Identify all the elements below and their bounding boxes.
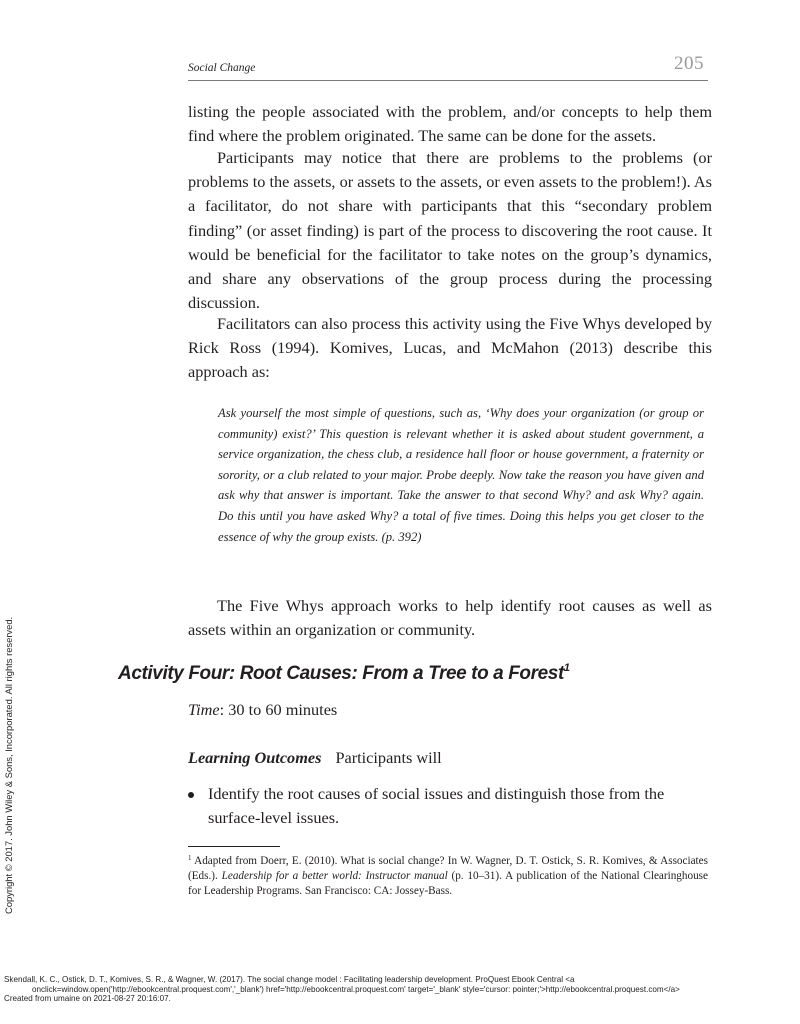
list-item-text: Identify the root causes of social issues and distinguish those from the surface-level issues.: [208, 784, 665, 828]
footnote: [188, 851, 708, 900]
block-quote: Ask yourself the most simple of questions, such as, ‘Why does your organization (or group or community) exist?’ This question is relevant whether it is asked about student government, a service organization, the chess club, a residence hall floor or house government, a fraternity or sorority, or a club related to your major. Probe deeply. Now take the reason you have given and ask why that answer is important. Take the answer to that second Why? and ask Why? again. Do this until you have asked Why? a total of five times. Doing this helps you get closer to the essence of why the group exists. (p. 392): [218, 406, 704, 544]
footnote-text-after: (p. 10–31). A publication of the National Clearinghouse for Leadership Programs. San Francisco: CA: Jossey-Bass.: [188, 870, 709, 898]
footnote-rule: [188, 846, 280, 847]
time-label: Time: [188, 700, 220, 719]
list-item: [188, 782, 712, 830]
citation-line-3: Created from umaine on 2021-08-27 20:16:07.: [4, 994, 171, 1004]
citation-line-1: Skendall, K. C., Ostick, D. T., Komives, S. R., & Wagner, W. (2017). The social change model : Facilitating leadership development. ProQuest Ebook Central <a: [4, 975, 575, 984]
page-number: 205: [674, 53, 704, 74]
activity-time: [188, 700, 337, 720]
paragraph-five-whys-summary: The Five Whys approach works to help identify root causes as well as assets within an organization or community.: [188, 596, 712, 640]
side-copyright-notice: [0, 616, 18, 914]
bullet-icon: [188, 792, 194, 798]
activity-heading-text: Activity Four: Root Causes: From a Tree to a Forest: [118, 663, 564, 684]
learning-outcomes-lead: Participants will: [335, 748, 442, 767]
activity-footnote-marker: 1: [563, 662, 570, 674]
footnote-book-title: Leadership for a better world: Instructor manual: [221, 870, 448, 883]
paragraph-five-whys-intro: Facilitators can also process this activity using the Five Whys developed by Rick Ross (1994). Komives, Lucas, and McMahon (2013) describe this approach as:: [188, 314, 712, 382]
paragraph-secondary-problems: Participants may notice that there are problems to the problems (or problems to the assets, or assets to the assets, or even assets to the problem!). As a facilitator, do not share with participants that this “secondary problem finding” (or asset finding) is part of the process to discovering the root cause. It would be beneficial for the facilitator to take notes on the group’s dynamics, and share any observations of the group process during the processing discussion.: [188, 148, 712, 313]
learning-outcomes-list: [188, 782, 712, 830]
proquest-citation: [4, 975, 794, 1004]
side-copyright-text: Copyright © 2017. John Wiley & Sons, Incorporated. All rights reserved.: [3, 616, 14, 914]
learning-outcomes: [188, 748, 442, 768]
running-head-title: Social Change: [188, 62, 256, 74]
time-value: : 30 to 60 minutes: [219, 700, 338, 719]
learning-outcomes-label: Learning Outcomes: [188, 748, 322, 767]
citation-line-2: onclick=window.open('http://ebookcentral.proquest.com','_blank') href='http://ebookcentral.proquest.com' target='_blank' style='cursor: pointer;'>http://ebookcentral.proquest.com</a>: [32, 984, 680, 994]
paragraph-continuation: listing the people associated with the problem, and/or concepts to help them find where the problem originated. The same can be done for the assets.: [188, 102, 712, 146]
activity-heading: [118, 662, 718, 685]
footnote-text-before: Adapted from Doerr, E. (2010). What is social change? In W. Wagner, D. T. Ostick, S. R. Komives, & Associates (Eds.).: [188, 855, 708, 883]
running-head-rule: [188, 80, 708, 81]
footnote-marker: 1: [188, 854, 192, 862]
